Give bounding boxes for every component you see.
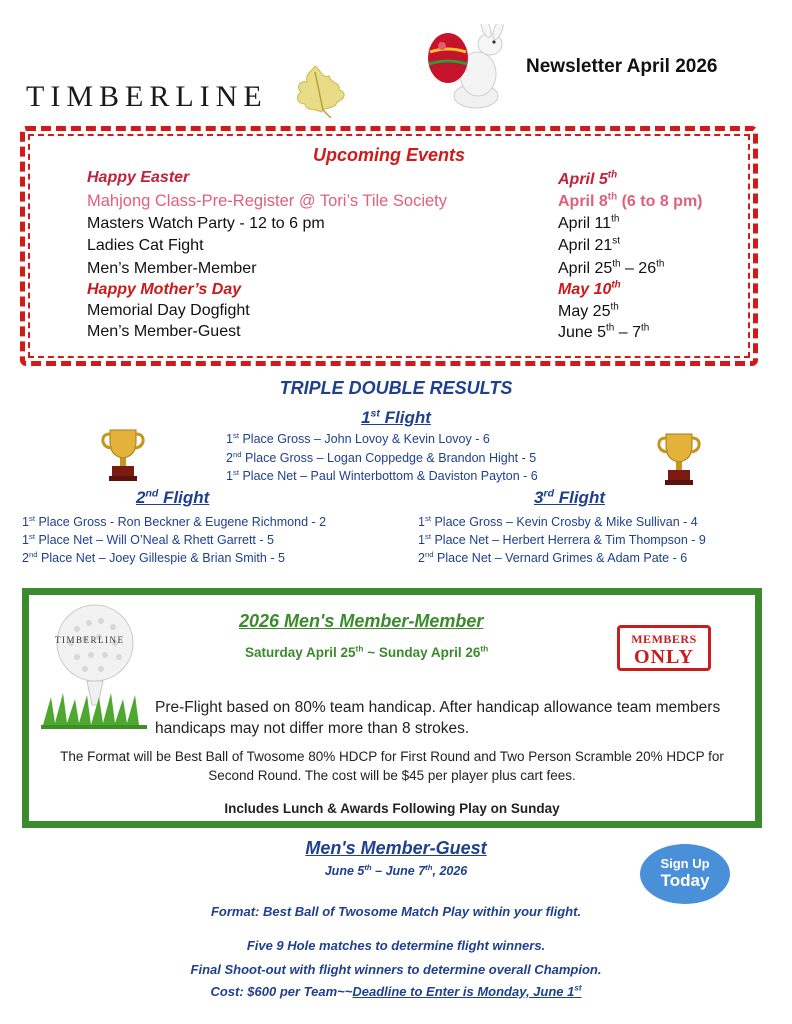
event-date-ladies-cat-fight: April 21st	[558, 235, 620, 254]
flight-2-title: 2nd Flight	[136, 487, 210, 507]
flight-1-result: 1st Place Gross – John Lovoy & Kevin Lovoy - 6	[226, 430, 490, 446]
flight-3-title: 3rd Flight	[534, 487, 605, 507]
event-date-easter: April 5th	[558, 169, 618, 188]
easter-bunny-egg-icon	[418, 24, 518, 115]
flight-2-result: 1st Place Gross - Ron Beckner & Eugene Richmond - 2	[22, 513, 327, 529]
member-guest-dates: June 5th – June 7th, 2026	[324, 862, 468, 878]
flight-1-result: 1st Place Net – Paul Winterbottom & Daviston Payton - 6	[226, 467, 538, 483]
flight-3-result: 2nd Place Net – Vernard Grimes & Adam Pate - 6	[418, 549, 688, 565]
member-guest-shootout: Final Shoot-out with flight winners to determine overall Champion.	[190, 962, 602, 977]
events-title: Upcoming Events	[312, 145, 466, 165]
members-only-stamp: MEMBERS ONLY	[617, 625, 711, 671]
event-date-mahjong: April 8th (6 to 8 pm)	[558, 191, 703, 210]
event-date-memorial-day: May 25th	[558, 301, 619, 320]
flight-2-result: 2nd Place Net – Joey Gillespie & Brian Smith - 5	[22, 549, 285, 565]
newsletter-title: Newsletter April 2026	[526, 56, 718, 77]
event-date-masters: April 11th	[558, 213, 620, 232]
sign-up-today-badge[interactable]: Sign Up Today	[640, 844, 730, 904]
flight-1-result: 2nd Place Gross – Logan Coppedge & Brandon Hight - 5	[226, 449, 537, 465]
event-name-mothers-day: Happy Mother’s Day	[87, 281, 242, 298]
event-name-memorial-day: Memorial Day Dogfight	[87, 302, 250, 319]
member-guest-cost: Cost: $600 per Team~~Deadline to Enter is Monday, June 1st	[210, 983, 582, 999]
member-guest-matches: Five 9 Hole matches to determine flight winners.	[246, 938, 546, 953]
timberline-small-logo: TIMBERLINE	[55, 635, 125, 645]
trophy-icon	[656, 430, 702, 491]
event-date-mothers-day: May 10th	[558, 279, 621, 298]
event-date-member-guest: June 5th – 7th	[558, 322, 650, 341]
member-member-format-text: The Format will be Best Ball of Twosome 80% HDCP for First Round and Two Person Scramble 20% HDCP for Second Round. The cost will be $45 per player plus cart fees.	[60, 749, 724, 783]
member-guest-title: Men's Member-Guest	[305, 838, 487, 858]
event-name-ladies-cat-fight: Ladies Cat Fight	[87, 237, 204, 254]
member-member-dates: Saturday April 25th ~ Sunday April 26th	[245, 643, 489, 660]
upcoming-events-box	[20, 126, 758, 366]
flight-1-title: 1st Flight	[361, 407, 431, 427]
event-name-easter: Happy Easter	[87, 169, 190, 186]
member-member-title: 2026 Men's Member-Member	[239, 611, 484, 631]
event-name-member-member: Men’s Member-Member	[87, 260, 257, 277]
member-member-box	[22, 588, 762, 828]
oak-leaf-icon	[285, 62, 355, 123]
timberline-logo: TIMBERLINE	[26, 80, 268, 113]
flight-3-result: 1st Place Net – Herbert Herrera & Tim Thompson - 9	[418, 531, 706, 547]
event-name-mahjong: Mahjong Class-Pre-Register @ Tori’s Tile Society	[87, 192, 448, 210]
event-date-member-member: April 25th – 26th	[558, 258, 665, 277]
trophy-icon	[100, 426, 146, 487]
triple-double-title: TRIPLE DOUBLE RESULTS	[279, 378, 513, 398]
event-name-member-guest: Men’s Member-Guest	[87, 323, 241, 340]
golf-ball-on-tee-icon	[41, 599, 151, 734]
member-guest-format: Format: Best Ball of Twosome Match Play within your flight.	[210, 904, 582, 919]
flight-2-result: 1st Place Net – Will O’Neal & Rhett Garrett - 5	[22, 531, 274, 547]
flight-3-result: 1st Place Gross – Kevin Crosby & Mike Sullivan - 4	[418, 513, 698, 529]
member-member-lunch-text: Includes Lunch & Awards Following Play on Sunday	[224, 801, 560, 816]
member-member-handicap-text: Pre-Flight based on 80% team handicap. After handicap allowance team members handicaps may not differ more than 8 strokes.	[155, 699, 721, 737]
event-name-masters: Masters Watch Party - 12 to 6 pm	[87, 215, 325, 232]
